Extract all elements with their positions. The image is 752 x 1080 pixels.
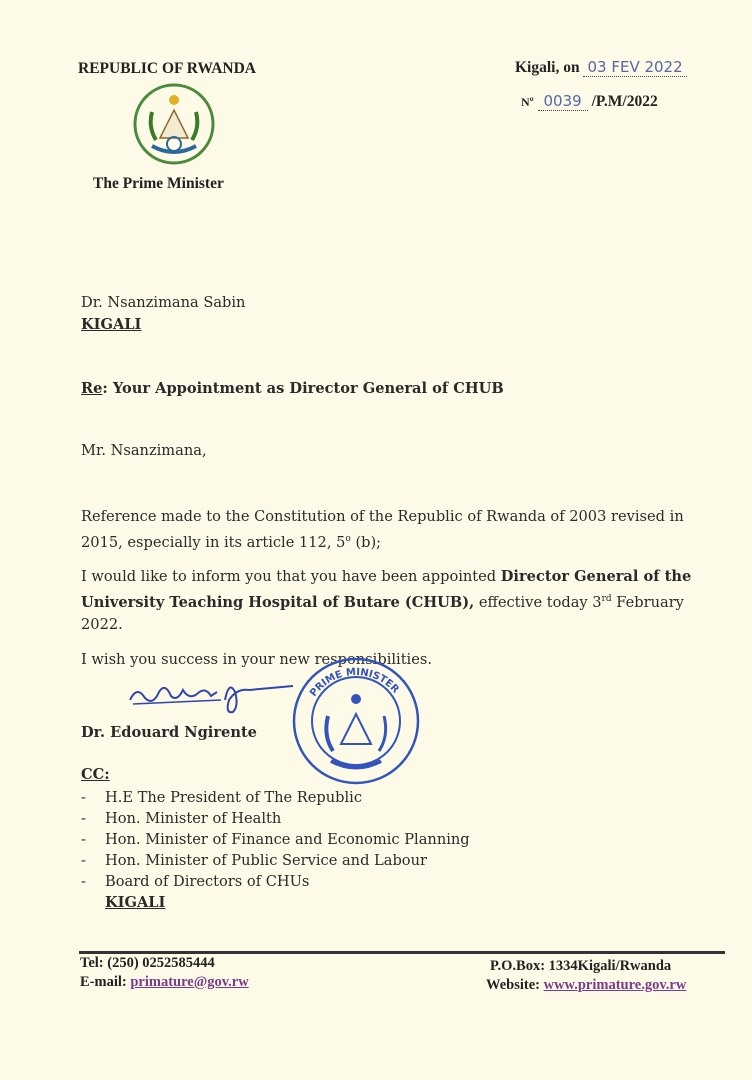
paragraph-reference [81,506,707,554]
cc-item: - H.E The President of The Republic [81,787,470,808]
p2-sup: rd [601,594,612,604]
website-label: Website: [486,977,540,993]
email-label: E-mail: [80,974,127,990]
paragraph-appointment [81,566,707,636]
handwritten-signature [125,670,295,724]
ref-suffix: /P.M/2022 [591,93,658,110]
footer-website [486,977,686,994]
footer-pobox: P.O.Box: 1334Kigali/Rwanda [490,958,672,974]
p1-end: (b); [350,533,382,551]
cc-city: KIGALI [105,894,166,911]
cc-list [81,787,470,892]
ref-number: 0039 [538,92,588,111]
p1-sup: o [345,534,351,544]
subject-text: : Your Appointment as Director General of CHUB [102,380,504,397]
office-heading: The Prime Minister [93,175,224,192]
place-label: Kigali, on [515,59,580,76]
paragraph-wishes: I wish you success in your new responsibilities. [81,651,432,668]
date-line [515,58,687,77]
cc-label: CC: [81,766,110,783]
salutation: Mr. Nsanzimana, [81,442,207,459]
cc-item: - Board of Directors of CHUs [81,871,470,892]
footer-tel: Tel: (250) 0252585444 [80,955,215,971]
ref-prefix: Nº [521,95,534,109]
website-link[interactable]: www.primature.gov.rw [543,977,687,993]
footer-divider [79,951,725,954]
signatory-name: Dr. Edouard Ngirente [81,724,257,741]
reference-line [521,92,658,111]
republic-heading: REPUBLIC OF RWANDA [78,60,257,77]
email-link[interactable]: primature@gov.rw [130,974,249,990]
cc-item: - Hon. Minister of Health [81,808,470,829]
national-emblem [132,82,216,170]
official-stamp [283,656,429,790]
svg-text:PRIME MINISTER: PRIME MINISTER [308,666,401,699]
recipient-name: Dr. Nsanzimana Sabin [81,294,246,311]
subject-line [81,378,504,400]
subject-re: Re [81,380,103,397]
footer-email [80,974,249,991]
p2-end: February 2022. [81,593,684,633]
p2-mid: effective today 3 [474,593,602,611]
recipient-city: KIGALI [81,316,142,333]
cc-item: - Hon. Minister of Public Service and Labour [81,850,470,871]
date-stamp: 03 FEV 2022 [583,58,686,77]
p1-text: Reference made to the Constitution of the Republic of Rwanda of 2003 revised in 2015, especially in its article 112, 5 [81,508,684,551]
cc-item: - Hon. Minister of Finance and Economic Planning [81,829,470,850]
p2-bold: Director General of the University Teaching Hospital of Butare (CHUB), [81,568,692,611]
p2-start: I would like to inform you that you have been appointed [81,568,501,585]
